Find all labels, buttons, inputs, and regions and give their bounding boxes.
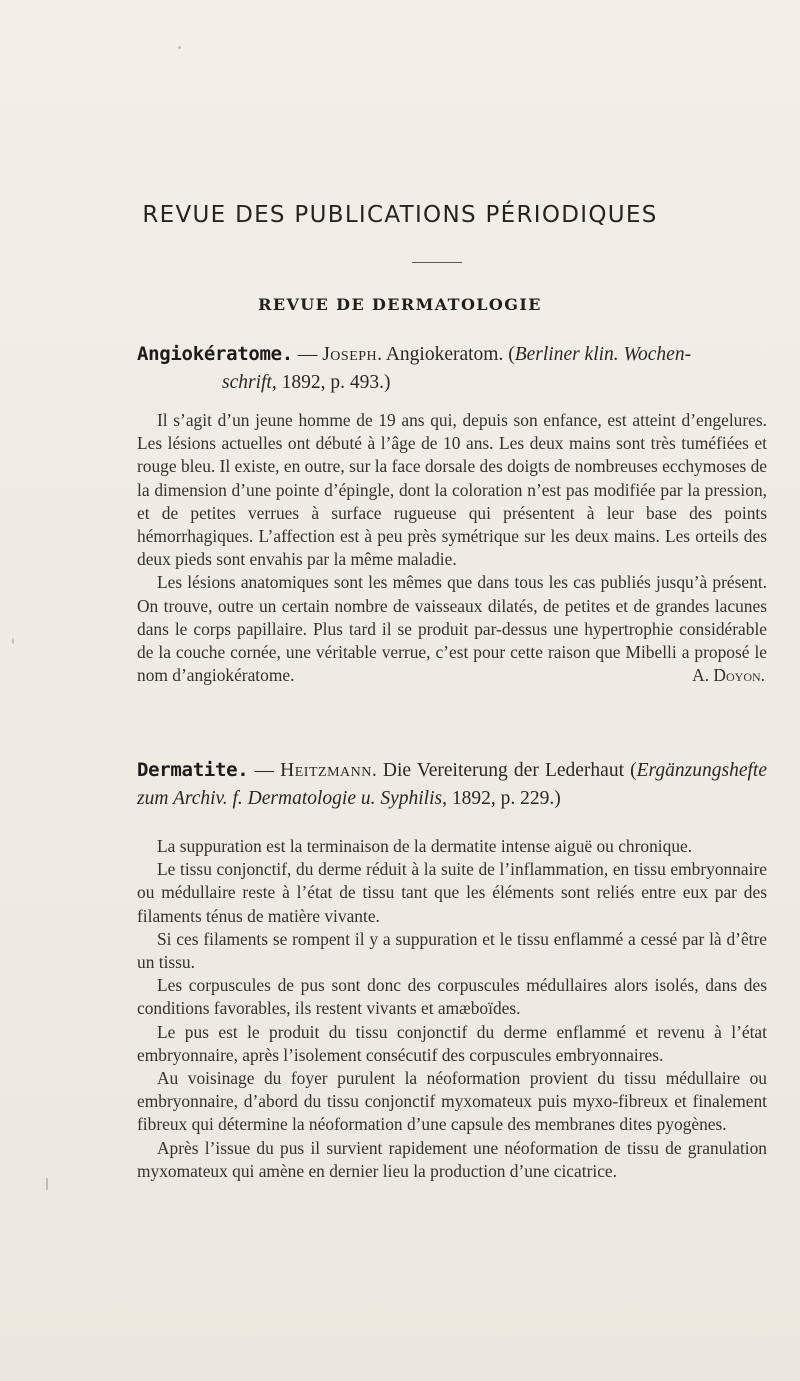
article-author: Heitzmann <box>280 760 372 781</box>
paper-speck <box>12 638 14 644</box>
paragraph: Il s’agit d’un jeune homme de 19 ans qui, depuis son enfance, est atteint d’engelures. Les lésions actuelles ont débuté à l’âge de 10 ans. Les deux mains sont très tuméfiées et rouge bleu. Il existe, en outre, sur la face dorsale des doigts de nombreuses ecchymoses de la dimension d’une pointe d’épingle, dont la coloration n’est pas modifiée par la pression, et de petites verrues à surface rugueuse qui présentent à leur base des points hémorrhagiques. L’affection est à peu près symétrique sur les deux mains. Les orteils des deux pieds sont envahis par la même maladie. <box>137 410 767 570</box>
paragraph: La suppuration est la terminaison de la dermatite intense aiguë ou chronique. <box>157 836 693 856</box>
article-ref-tail: , 1892, p. 493.) <box>271 372 391 393</box>
journal-title: REVUE DES PUBLICATIONS PÉRIODIQUES <box>142 202 658 228</box>
article-ref-tail: , 1892, p. 229.) <box>442 788 561 809</box>
article-dermatite <box>137 756 767 1183</box>
paragraph: Si ces filaments se rompent il y a suppuration et le tissu enflammé a cessé par là d’être un tissu. <box>137 928 767 973</box>
section-title: REVUE DE DERMATOLOGIE <box>258 295 542 314</box>
article-keyword: Angiokératome. <box>137 343 293 365</box>
heading-continuation <box>137 369 767 397</box>
title-divider <box>412 262 462 263</box>
article-reference: Ergänzungshefte zum Archiv. f. Dermatologie u. Syphilis <box>137 760 767 809</box>
heading-dash: — <box>248 760 281 781</box>
article-work-title: . Die Vereiterung der Lederhaut ( <box>371 760 637 781</box>
paragraph: Au voisinage du foyer purulent la néoformation provient du tissu médullaire ou embryonnaire, d’abord du tissu conjonctif myxomateux puis myxo-fibreux et finalement fibreux qui détermine la néoformation d’une capsule des membranes dites pyogènes. <box>137 1068 767 1135</box>
paper-speck <box>46 1178 48 1190</box>
paragraph: Les corpuscules de pus sont donc des corpuscules médullaires alors isolés, dans des conditions favorables, ils restent vivants et amæboïdes. <box>137 975 767 1019</box>
article-reference: Berliner klin. Wochen- <box>514 344 692 365</box>
article-keyword: Dermatite. <box>137 759 249 781</box>
article-body <box>137 835 767 1183</box>
paper-speck <box>178 46 181 49</box>
paragraph: Le pus est le produit du tissu conjonctif du derme enflammé et revenu à l’état embryonnaire, après l’isolement consécutif des corpuscules embryonnaires. <box>137 1021 767 1065</box>
article-reference-cont: schrift <box>222 372 272 393</box>
paragraph: Après l’issue du pus il survient rapidement une néoformation de tissu de granulation myxomateux qui amène en dernier lieu la production d’une cicatrice. <box>137 1137 767 1181</box>
article-heading <box>137 756 767 813</box>
article-angiokeratome <box>137 340 767 687</box>
heading-dash: — <box>292 344 323 365</box>
signature-text: A. Doyon. <box>692 665 765 686</box>
paragraph: Le tissu conjonctif, du derme réduit à la suite de l’inflammation, en tissu embryonnaire ou médullaire reste à l’état de tissu tant que les éléments sont reliés entre eux par des filaments ténus de matière vivante. <box>137 859 767 926</box>
article-author: Joseph <box>322 344 378 365</box>
article-work-title: . Angiokeratom. ( <box>377 344 515 365</box>
article-heading <box>137 340 767 397</box>
article-body <box>137 409 767 687</box>
paragraph: Les lésions anatomiques sont les mêmes que dans tous les cas publiés jusqu’à présent. On trouve, outre un certain nombre de vaisseaux dilatés, de petites et de grandes lacunes dans le corps papillaire. Plus tard il se produit par-dessus une hypertrophie considérable de la couche cornée, une véritable verrue, c’est pour cette raison que Mibelli a proposé le nom d’angiokératome. <box>137 572 767 686</box>
